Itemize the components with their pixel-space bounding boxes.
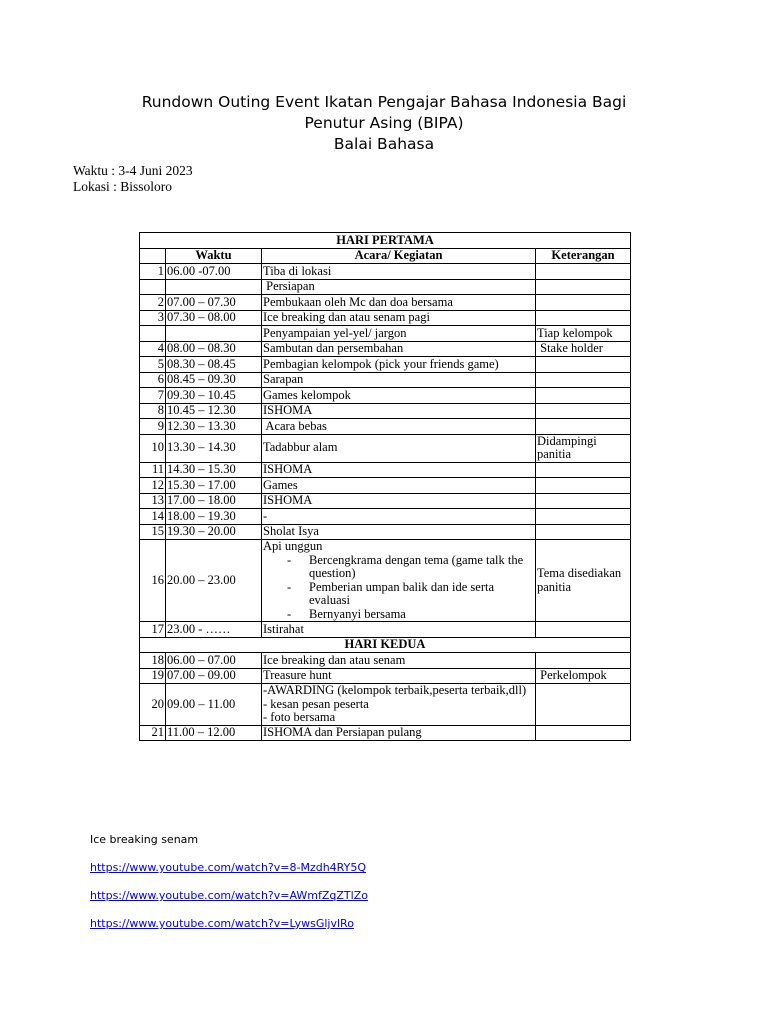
row-note (536, 493, 631, 509)
row-number: 10 (140, 434, 166, 462)
table-row (140, 668, 631, 684)
row-activity: Treasure hunt (262, 668, 536, 684)
row-note (536, 725, 631, 741)
col-no-header (140, 248, 166, 264)
column-header-row (140, 248, 631, 264)
youtube-link[interactable]: https://www.youtube.com/watch?v=AWmfZqZTlZo (90, 889, 368, 902)
row-time: 20.00 – 23.00 (166, 540, 262, 622)
row-number: 15 (140, 524, 166, 540)
row-time: 19.30 – 20.00 (166, 524, 262, 540)
row-activity: ISHOMA (262, 493, 536, 509)
day2-header: HARI KEDUA (140, 637, 631, 653)
row-note (536, 403, 631, 419)
table-row (140, 279, 631, 295)
row-note (536, 622, 631, 638)
row-activity: Games kelompok (262, 388, 536, 404)
event-meta (73, 163, 193, 194)
activity-sublist (263, 554, 534, 622)
row-time: 06.00 – 07.00 (166, 653, 262, 669)
row-activity: ISHOMA (262, 462, 536, 478)
row-number: 19 (140, 668, 166, 684)
table-row (140, 725, 631, 741)
table-row (140, 357, 631, 373)
links-label: Ice breaking senam (90, 833, 199, 846)
activity-subitem: - Bercengkrama dengan tema (game talk the question) (309, 554, 534, 581)
row-activity: - (262, 509, 536, 525)
table-row (140, 403, 631, 419)
row-number: 7 (140, 388, 166, 404)
row-time: 07.00 – 09.00 (166, 668, 262, 684)
row-number: 16 (140, 540, 166, 622)
rundown-table (139, 232, 631, 741)
row-note: Tema disediakan panitia (536, 540, 631, 622)
activity-line: - kesan pesan peserta (263, 696, 369, 711)
row-note (536, 478, 631, 494)
row-note (536, 388, 631, 404)
row-note (536, 509, 631, 525)
row-activity: Ice breaking dan atau senam (262, 653, 536, 669)
row-note (536, 357, 631, 373)
row-time: 18.00 – 19.30 (166, 509, 262, 525)
row-time: 12.30 – 13.30 (166, 419, 262, 435)
row-note (536, 524, 631, 540)
table-row (140, 493, 631, 509)
table-row (140, 524, 631, 540)
table-row (140, 540, 631, 622)
row-activity: Sarapan (262, 372, 536, 388)
row-note (536, 372, 631, 388)
row-number: 20 (140, 684, 166, 726)
row-time: 09.00 – 11.00 (166, 684, 262, 726)
row-activity: Acara bebas (262, 419, 536, 435)
row-number: 14 (140, 509, 166, 525)
row-number: 3 (140, 310, 166, 326)
activity-subitem: - Bernyanyi bersama (309, 608, 534, 622)
col-ket-header: Keterangan (536, 248, 631, 264)
row-note (536, 264, 631, 280)
row-note (536, 684, 631, 726)
row-time (166, 279, 262, 295)
document-title (0, 92, 768, 155)
activity-line: - foto bersama (263, 710, 336, 724)
title-line: Penutur Asing (BIPA) (304, 114, 464, 132)
row-time: 13.30 – 14.30 (166, 434, 262, 462)
row-activity: Games (262, 478, 536, 494)
row-time (166, 326, 262, 342)
row-number (140, 326, 166, 342)
row-number: 2 (140, 295, 166, 311)
row-activity: Istirahat (262, 622, 536, 638)
row-activity: Pembukaan oleh Mc dan doa bersama (262, 295, 536, 311)
row-note (536, 310, 631, 326)
row-number: 4 (140, 341, 166, 357)
day1-header: HARI PERTAMA (140, 233, 631, 249)
row-note: Perkelompok (536, 668, 631, 684)
table-row (140, 341, 631, 357)
col-waktu-header: Waktu (166, 248, 262, 264)
row-note (536, 419, 631, 435)
row-time: 09.30 – 10.45 (166, 388, 262, 404)
row-activity (262, 540, 536, 622)
row-number: 9 (140, 419, 166, 435)
row-activity: ISHOMA (262, 403, 536, 419)
row-number: 8 (140, 403, 166, 419)
table-row (140, 509, 631, 525)
activity-line: -AWARDING (kelompok terbaik,peserta terbaik,dll) (263, 683, 527, 697)
row-activity (262, 684, 536, 726)
table-row (140, 388, 631, 404)
row-number: 17 (140, 622, 166, 638)
row-activity: Tadabbur alam (262, 434, 536, 462)
table-row (140, 434, 631, 462)
row-activity: Tiba di lokasi (262, 264, 536, 280)
section-header-row (140, 637, 631, 653)
row-time: 11.00 – 12.00 (166, 725, 262, 741)
youtube-link[interactable]: https://www.youtube.com/watch?v=8-Mzdh4RY5Q (90, 861, 366, 874)
row-number (140, 279, 166, 295)
row-time: 08.00 – 08.30 (166, 341, 262, 357)
row-number: 12 (140, 478, 166, 494)
table-row (140, 310, 631, 326)
youtube-link[interactable]: https://www.youtube.com/watch?v=LywsGljvlRo (90, 917, 354, 930)
row-time: 06.00 -07.00 (166, 264, 262, 280)
table-row (140, 653, 631, 669)
table-row (140, 326, 631, 342)
row-note (536, 653, 631, 669)
row-time: 23.00 - …… (166, 622, 262, 638)
col-acara-header: Acara/ Kegiatan (262, 248, 536, 264)
table-row (140, 295, 631, 311)
row-activity: Sambutan dan persembahan (262, 341, 536, 357)
links-section (90, 832, 368, 944)
row-number: 11 (140, 462, 166, 478)
table-row (140, 478, 631, 494)
row-activity: Persiapan (262, 279, 536, 295)
row-note: Stake holder (536, 341, 631, 357)
row-time: 08.45 – 09.30 (166, 372, 262, 388)
row-activity: ISHOMA dan Persiapan pulang (262, 725, 536, 741)
title-line: Balai Bahasa (333, 135, 435, 153)
table-row (140, 684, 631, 726)
activity-title: Api unggun (263, 539, 323, 553)
table-row (140, 622, 631, 638)
row-time: 07.30 – 08.00 (166, 310, 262, 326)
row-time: 08.30 – 08.45 (166, 357, 262, 373)
row-activity: Sholat Isya (262, 524, 536, 540)
row-number: 13 (140, 493, 166, 509)
row-number: 6 (140, 372, 166, 388)
row-number: 21 (140, 725, 166, 741)
row-time: 10.45 – 12.30 (166, 403, 262, 419)
row-number: 5 (140, 357, 166, 373)
row-note: Tiap kelompok (536, 326, 631, 342)
row-note (536, 295, 631, 311)
row-time: 07.00 – 07.30 (166, 295, 262, 311)
row-time: 15.30 – 17.00 (166, 478, 262, 494)
table-row (140, 462, 631, 478)
row-number: 1 (140, 264, 166, 280)
event-date: Waktu : 3-4 Juni 2023 (73, 163, 193, 178)
row-time: 14.30 – 15.30 (166, 462, 262, 478)
title-line: Rundown Outing Event Ikatan Pengajar Bahasa Indonesia Bagi (141, 93, 627, 111)
activity-subitem: - Pemberian umpan balik dan ide serta evaluasi (309, 581, 534, 608)
row-activity: Ice breaking dan atau senam pagi (262, 310, 536, 326)
table-row (140, 419, 631, 435)
table-row (140, 264, 631, 280)
row-activity: Pembagian kelompok (pick your friends game) (262, 357, 536, 373)
row-note (536, 279, 631, 295)
row-time: 17.00 – 18.00 (166, 493, 262, 509)
section-header-row (140, 233, 631, 249)
row-number: 18 (140, 653, 166, 669)
table-row (140, 372, 631, 388)
event-location: Lokasi : Bissoloro (73, 178, 173, 194)
row-note (536, 462, 631, 478)
row-note: Didampingi panitia (536, 434, 631, 462)
row-activity: Penyampaian yel-yel/ jargon (262, 326, 536, 342)
